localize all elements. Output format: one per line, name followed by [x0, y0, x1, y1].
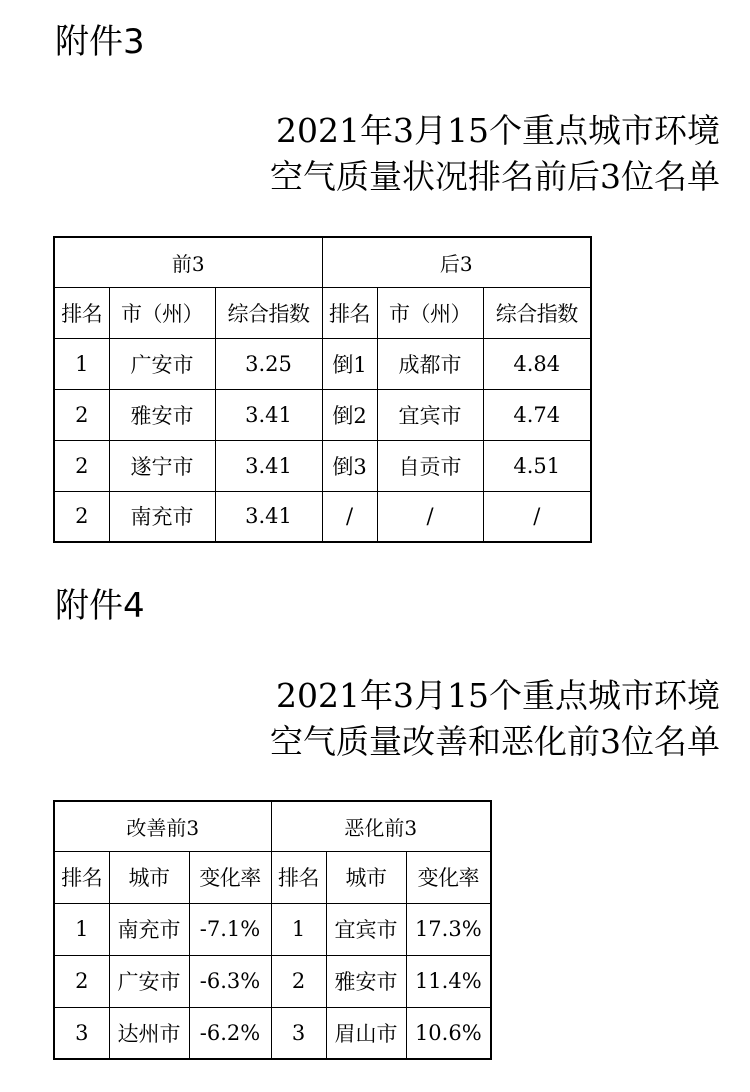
annex3-label: 附件3: [55, 22, 145, 62]
table-cell: 3.25: [215, 338, 322, 389]
table-row: [54, 1007, 491, 1059]
table-cell: -6.2%: [189, 1007, 271, 1059]
column-header: 排名: [271, 851, 326, 903]
table-row: [54, 903, 491, 955]
annex4-title: [270, 673, 720, 765]
table-cell: 2: [54, 491, 109, 542]
column-header: 变化率: [189, 851, 271, 903]
table-cell: 广安市: [109, 338, 215, 389]
annex3-title-line2: 空气质量状况排名前后3位名单: [270, 157, 720, 196]
table-cell: /: [322, 491, 377, 542]
table-column-header-row: [54, 287, 591, 338]
table-cell: 4.74: [483, 389, 591, 440]
annex4-table: [53, 800, 492, 1060]
table-cell: 11.4%: [406, 955, 491, 1007]
table-cell: -6.3%: [189, 955, 271, 1007]
group-header-worsened: 恶化前3: [271, 801, 491, 851]
table-cell: 1: [271, 903, 326, 955]
table-cell: 广安市: [109, 955, 189, 1007]
table-cell: 南充市: [109, 903, 189, 955]
table-cell: 17.3%: [406, 903, 491, 955]
annex3-table: [53, 236, 592, 543]
column-header: 排名: [54, 287, 109, 338]
table-cell: 3.41: [215, 491, 322, 542]
annex3-title: [270, 108, 720, 200]
table-cell: 宜宾市: [377, 389, 483, 440]
column-header: 城市: [109, 851, 189, 903]
table-cell: 1: [54, 338, 109, 389]
table-cell: 倒3: [322, 440, 377, 491]
column-header: 综合指数: [215, 287, 322, 338]
column-header: 变化率: [406, 851, 491, 903]
table-cell: 2: [271, 955, 326, 1007]
table-cell: 10.6%: [406, 1007, 491, 1059]
table-cell: 1: [54, 903, 109, 955]
table-cell: 2: [54, 955, 109, 1007]
column-header: 排名: [322, 287, 377, 338]
annex4-label: 附件4: [55, 586, 145, 626]
table-cell: 2: [54, 440, 109, 491]
table-row: [54, 389, 591, 440]
annex4-title-line2: 空气质量改善和恶化前3位名单: [270, 722, 720, 761]
table-row: [54, 955, 491, 1007]
table-cell: 南充市: [109, 491, 215, 542]
table-cell: 4.51: [483, 440, 591, 491]
table-group-header-row: [54, 801, 491, 851]
table-cell: 3: [54, 1007, 109, 1059]
table-row: [54, 440, 591, 491]
table-cell: 3: [271, 1007, 326, 1059]
group-header-improved: 改善前3: [54, 801, 271, 851]
group-header-top3: 前3: [54, 237, 322, 287]
table-column-header-row: [54, 851, 491, 903]
table-cell: 自贡市: [377, 440, 483, 491]
column-header: 城市: [326, 851, 406, 903]
table-cell: /: [377, 491, 483, 542]
table-cell: 雅安市: [109, 389, 215, 440]
table-cell: 宜宾市: [326, 903, 406, 955]
table-cell: 3.41: [215, 389, 322, 440]
table-group-header-row: [54, 237, 591, 287]
annex3-title-line1: 2021年3月15个重点城市环境: [276, 111, 720, 150]
table-row: [54, 491, 591, 542]
table-cell: 遂宁市: [109, 440, 215, 491]
table-cell: -7.1%: [189, 903, 271, 955]
table-cell: 雅安市: [326, 955, 406, 1007]
table-cell: /: [483, 491, 591, 542]
table-cell: 成都市: [377, 338, 483, 389]
table-cell: 倒2: [322, 389, 377, 440]
annex4-title-line1: 2021年3月15个重点城市环境: [276, 676, 720, 715]
column-header: 综合指数: [483, 287, 591, 338]
table-row: [54, 338, 591, 389]
table-cell: 倒1: [322, 338, 377, 389]
table-cell: 眉山市: [326, 1007, 406, 1059]
table-cell: 4.84: [483, 338, 591, 389]
table-cell: 达州市: [109, 1007, 189, 1059]
group-header-bottom3: 后3: [322, 237, 591, 287]
column-header: 市（州）: [109, 287, 215, 338]
column-header: 排名: [54, 851, 109, 903]
column-header: 市（州）: [377, 287, 483, 338]
table-cell: 2: [54, 389, 109, 440]
table-cell: 3.41: [215, 440, 322, 491]
